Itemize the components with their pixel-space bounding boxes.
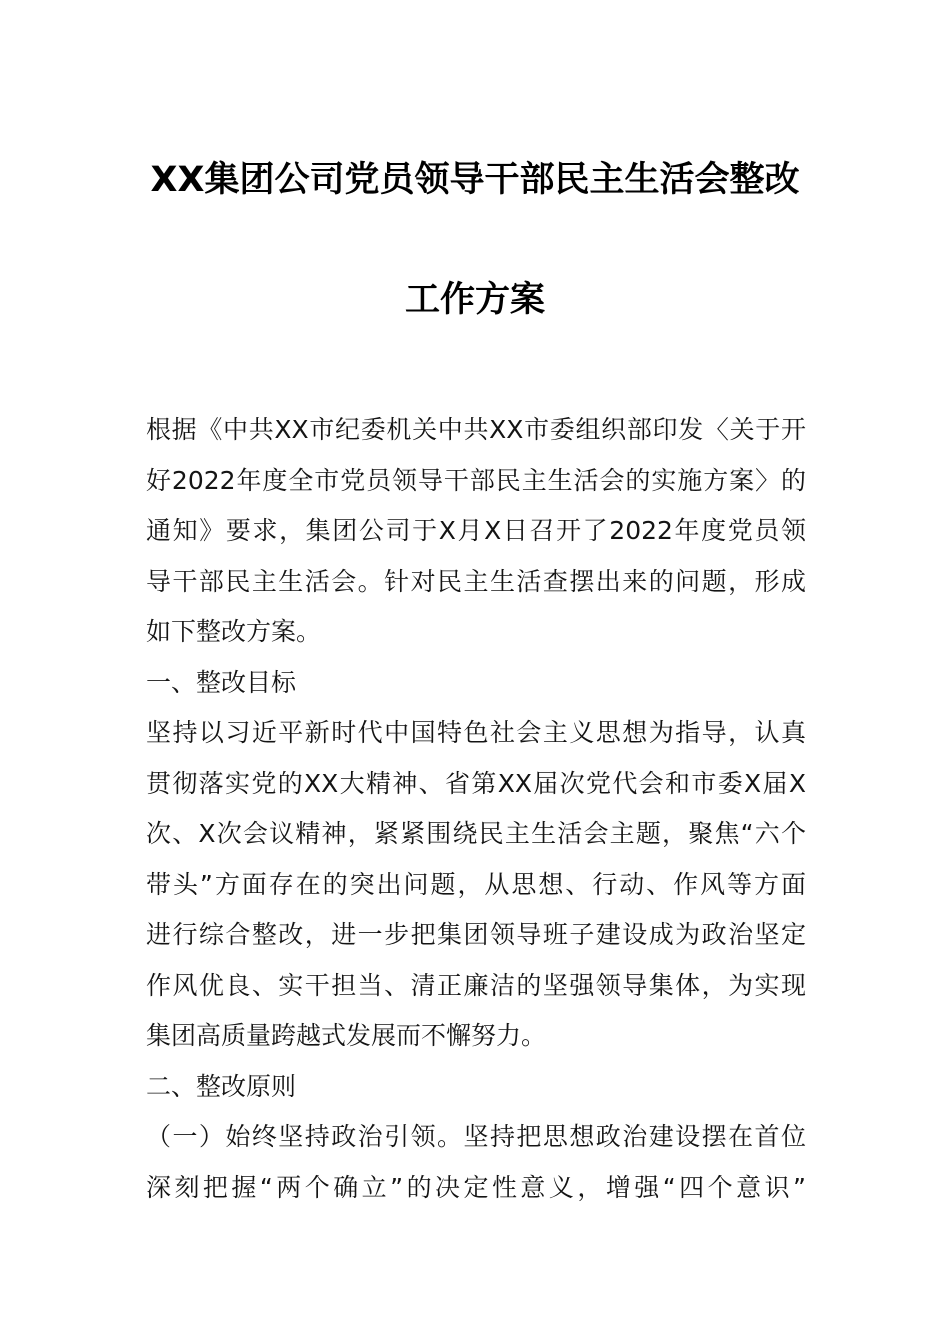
body-line: 二、整改原则 xyxy=(146,1071,297,1101)
body-line: 进行综合整改，进一步把集团领导班子建设成为政治坚定 xyxy=(146,920,806,949)
body-line: 作风优良、实干担当、清正廉洁的坚强领导集体，为实现 xyxy=(146,970,806,1000)
body-line: 次、X次会议精神，紧紧围绕民主生活会主题，聚焦“六个 xyxy=(146,819,806,848)
document-title-line-1: XX集团公司党员领导干部民主生活会整改 xyxy=(150,160,800,200)
body-line: 通知》要求，集团公司于X月X日召开了2022年度党员领 xyxy=(146,516,806,545)
body-line: 坚持以习近平新时代中国特色社会主义思想为指导，认真 xyxy=(146,718,806,747)
document-title-line-2: 工作方案 xyxy=(404,280,545,320)
body-line: 带头”方面存在的突出问题，从思想、行动、作风等方面 xyxy=(146,869,806,899)
body-line: 深刻把握“两个确立”的决定性意义，增强“四个意识” xyxy=(146,1172,806,1202)
body-line: 根据《中共XX市纪委机关中共XX市委组织部印发〈关于开 xyxy=(146,415,806,444)
body-line: 好2022年度全市党员领导干部民主生活会的实施方案〉的 xyxy=(146,465,806,495)
body-line: 如下整改方案。 xyxy=(146,617,322,646)
body-line: （一）始终坚持政治引领。坚持把思想政治建设摆在首位 xyxy=(146,1122,806,1151)
body-line: 贯彻落实党的XX大精神、省第XX届次党代会和市委X届X xyxy=(146,768,806,798)
body-line: 导干部民主生活会。针对民主生活查摆出来的问题，形成 xyxy=(146,566,806,596)
body-line: 集团高质量跨越式发展而不懈努力。 xyxy=(146,1021,547,1050)
body-line: 一、整改目标 xyxy=(146,667,297,697)
